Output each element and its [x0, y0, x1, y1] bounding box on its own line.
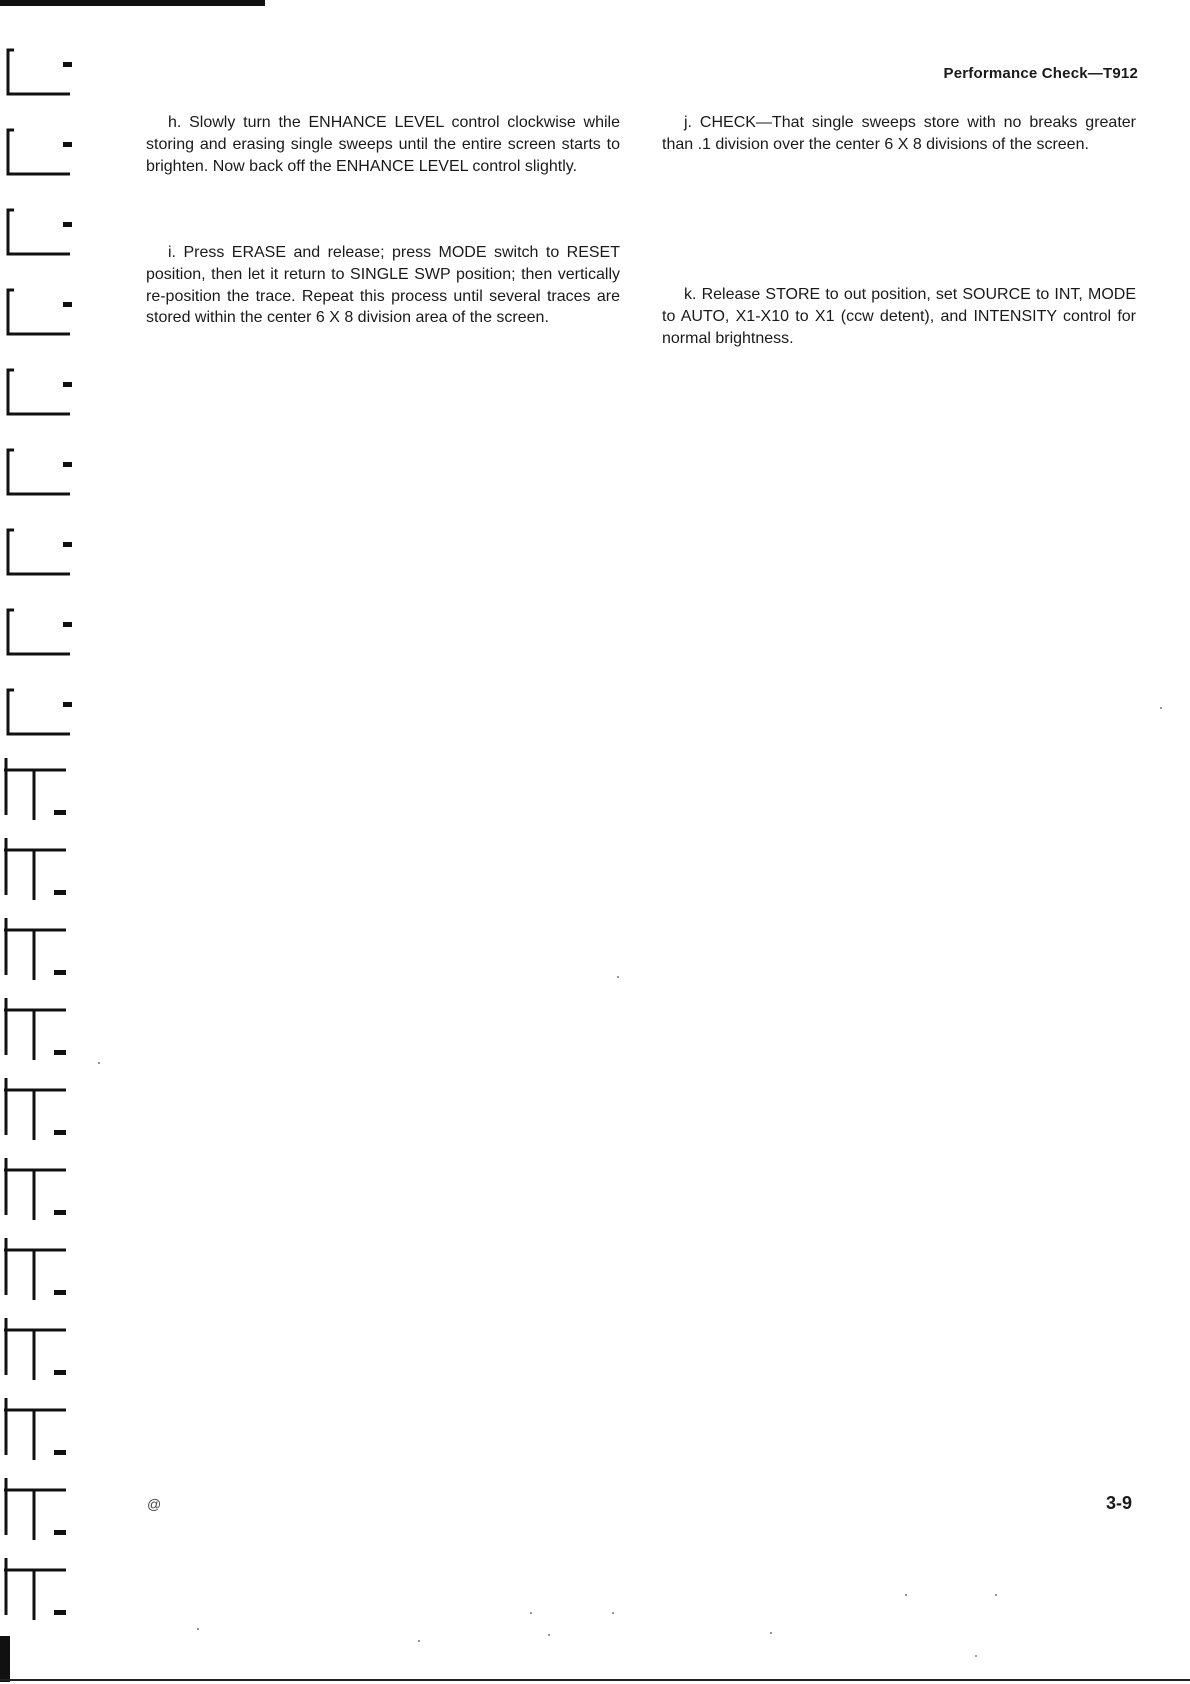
binding-mark — [8, 530, 70, 574]
spiral-binding-marks — [0, 0, 80, 1684]
binding-mark — [0, 1636, 10, 1682]
binding-mark — [63, 622, 72, 627]
binding-mark — [63, 222, 72, 227]
bottom-edge-rule — [0, 1679, 1190, 1681]
scan-speck — [995, 1594, 997, 1596]
binding-mark — [54, 1050, 66, 1055]
step-k-paragraph: k. Release STORE to out position, set SOURCE to INT, MODE to AUTO, X1-X10 to X1 (ccw detent), and INTENSITY control for normal brightness. — [662, 286, 1136, 347]
binding-mark — [54, 970, 66, 975]
scan-speck — [905, 1594, 907, 1596]
scan-speck — [418, 1640, 420, 1642]
scan-speck — [197, 1628, 199, 1630]
binding-mark — [63, 702, 72, 707]
scan-speck — [612, 1612, 614, 1614]
scan-speck — [975, 1655, 977, 1657]
binding-mark — [63, 142, 72, 147]
step-i-paragraph: i. Press ERASE and release; press MODE switch to RESET position, then let it return to SINGLE SWP position; then vertically re-position the trace. Repeat this process until several traces are stored within the center 6 X 8 division area of the screen. — [146, 244, 620, 327]
page-number: 3-9 — [1105, 1493, 1132, 1513]
step-j-paragraph: j. CHECK—That single sweeps store with no breaks greater than .1 division over the center 6 X 8 divisions of the screen. — [662, 114, 1136, 153]
binding-mark — [54, 1210, 66, 1215]
binding-mark — [8, 210, 70, 254]
binding-mark — [8, 50, 70, 94]
binding-mark — [63, 302, 72, 307]
scan-speck — [548, 1634, 550, 1636]
binding-mark — [8, 690, 70, 734]
binding-mark — [8, 130, 70, 174]
binding-mark — [8, 370, 70, 414]
binding-mark — [63, 382, 72, 387]
step-h-paragraph: h. Slowly turn the ENHANCE LEVEL control clockwise while storing and erasing single sweeps until the entire screen starts to brighten. Now back off the ENHANCE LEVEL control slightly. — [146, 114, 620, 175]
scan-speck — [98, 1062, 100, 1064]
binding-mark — [8, 450, 70, 494]
binding-mark — [54, 890, 66, 895]
binding-mark — [54, 1530, 66, 1535]
binding-mark — [8, 290, 70, 334]
binding-mark — [63, 462, 72, 467]
binding-mark — [8, 610, 70, 654]
scan-speck — [530, 1612, 532, 1614]
binding-mark — [54, 810, 66, 815]
binding-mark — [54, 1610, 66, 1615]
scan-speck — [617, 976, 619, 978]
binding-mark — [63, 542, 72, 547]
binding-mark — [54, 1370, 66, 1375]
running-header: Performance Check—T912 — [943, 65, 1138, 82]
scan-speck — [770, 1632, 772, 1634]
copyright-mark: @ — [147, 1496, 162, 1512]
binding-mark — [54, 1450, 66, 1455]
scan-speck — [1160, 707, 1162, 709]
binding-mark — [54, 1130, 66, 1135]
binding-mark — [63, 62, 72, 67]
binding-mark — [54, 1290, 66, 1295]
